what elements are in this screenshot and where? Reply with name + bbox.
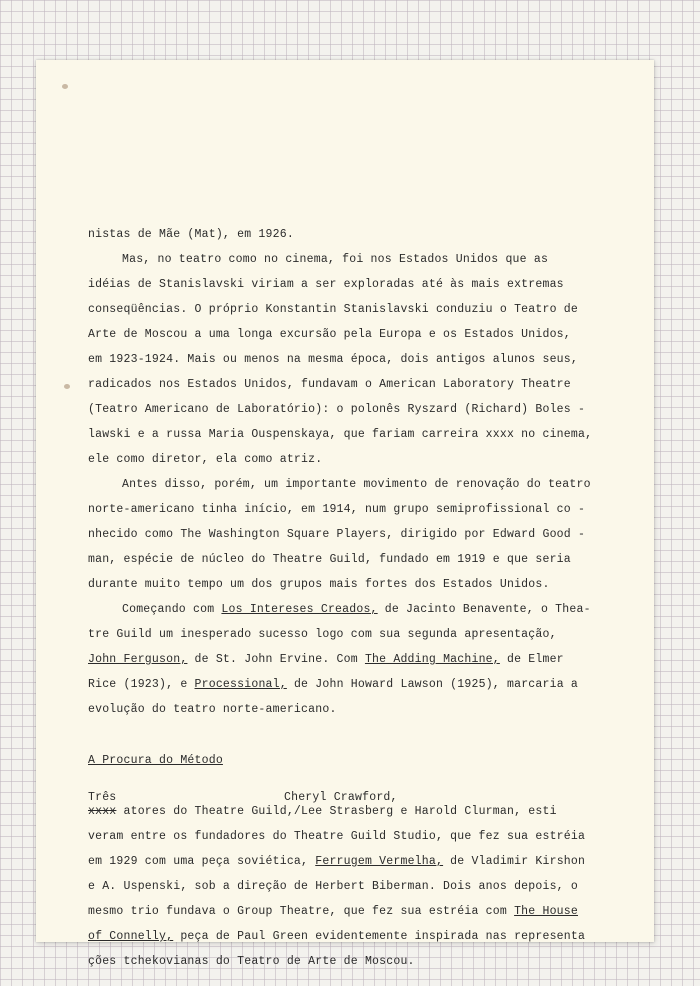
text-span: de St. John Ervine. Com [187,653,365,666]
underlined-title: Los Intereses Creados, [221,603,378,616]
text-line [88,899,608,924]
text-span: em 1929 com uma peça soviética, [88,855,316,868]
underlined-title: The Adding Machine, [364,653,500,666]
text-line [88,647,608,672]
text-line: ções tchekovianas do Teatro de Arte de Moscou. [88,955,415,968]
text-line: conseqüências. O próprio Konstantin Stanislavski conduziu o Teatro de [88,303,578,316]
text-line [88,924,608,949]
text-line: ele como diretor, ela como atriz. [88,453,323,466]
underlined-title: Processional, [194,678,287,691]
text-line: Mas, no teatro como no cinema, foi nos Estados Unidos que as [122,253,549,266]
text-span: peça de Paul Green evidentemente inspirada nas representa [173,930,586,943]
text-line: nistas de Mãe (Mat), em 1926. [88,228,294,241]
text-span: de John Howard Lawson (1925), marcaria a [286,678,579,691]
spacer [88,722,608,748]
text-line: idéias de Stanislavski viriam a ser exploradas até às mais extremas [88,278,564,291]
text-line: em 1923-1924. Mais ou menos na mesma época, dois antigos alunos seus, [88,353,578,366]
text-line [88,791,608,824]
text-line: radicados nos Estados Unidos, fundavam o American Laboratory Theatre [88,378,571,391]
text-line: Arte de Moscou a uma longa excursão pela Europa e os Estados Unidos, [88,328,571,341]
text-span: de Vladimir Kirshon [443,855,586,868]
underlined-title: Ferrugem Vermelha, [315,855,444,868]
text-span: mesmo trio fundava o Group Theatre, que fez sua estréia com [88,905,515,918]
handwritten-insert: Cheryl Crawford, [284,791,398,804]
text-line: evolução do teatro norte-americano. [88,703,337,716]
underlined-title: The House [514,905,578,918]
text-span: Começando com [122,603,222,616]
text-line: Antes disso, porém, um importante movimento de renovação do teatro [122,478,591,491]
text-line: tre Guild um inesperado sucesso logo com sua segunda apresentação, [88,628,557,641]
text-line: lawski e a russa Maria Ouspenskaya, que fariam carreira xxxx no cinema, [88,428,593,441]
struck-word: xxxx [88,805,117,818]
text-line: veram entre os fundadores do Theatre Guild Studio, que fez sua estréia [88,830,586,843]
text-line [88,597,608,622]
underlined-title: John Ferguson, [88,653,188,666]
text-line [88,849,608,874]
section-heading: A Procura do Método [88,754,223,767]
underlined-title: of Connelly, [88,930,174,943]
punch-hole-mark [64,384,70,389]
text-span: de Jacinto Benavente, o Thea- [377,603,591,616]
text-span: atores do Theatre Guild,/Lee Strasberg e Harold Clurman, esti [116,805,557,818]
text-line: norte-americano tinha início, em 1914, num grupo semiprofissional co - [88,503,586,516]
text-line: durante muito tempo um dos grupos mais fortes dos Estados Unidos. [88,578,550,591]
paragraph [88,247,608,272]
typewritten-text [88,222,608,974]
text-line: (Teatro Americano de Laboratório): o polonês Ryszard (Richard) Boles - [88,403,586,416]
text-line [88,672,608,697]
text-span: de Elmer [499,653,564,666]
paper-sheet [36,60,654,968]
text-line: man, espécie de núcleo do Theatre Guild, fundado em 1919 e que seria [88,553,571,566]
handwritten-insert: Três [88,791,117,804]
text-line: e A. Uspenski, sob a direção de Herbert Biberman. Dois anos depois, o [88,880,578,893]
text-span: Rice (1923), e [88,678,195,691]
text-line: nhecido como The Washington Square Players, dirigido por Edward Good - [88,528,586,541]
punch-hole-mark [62,84,68,89]
